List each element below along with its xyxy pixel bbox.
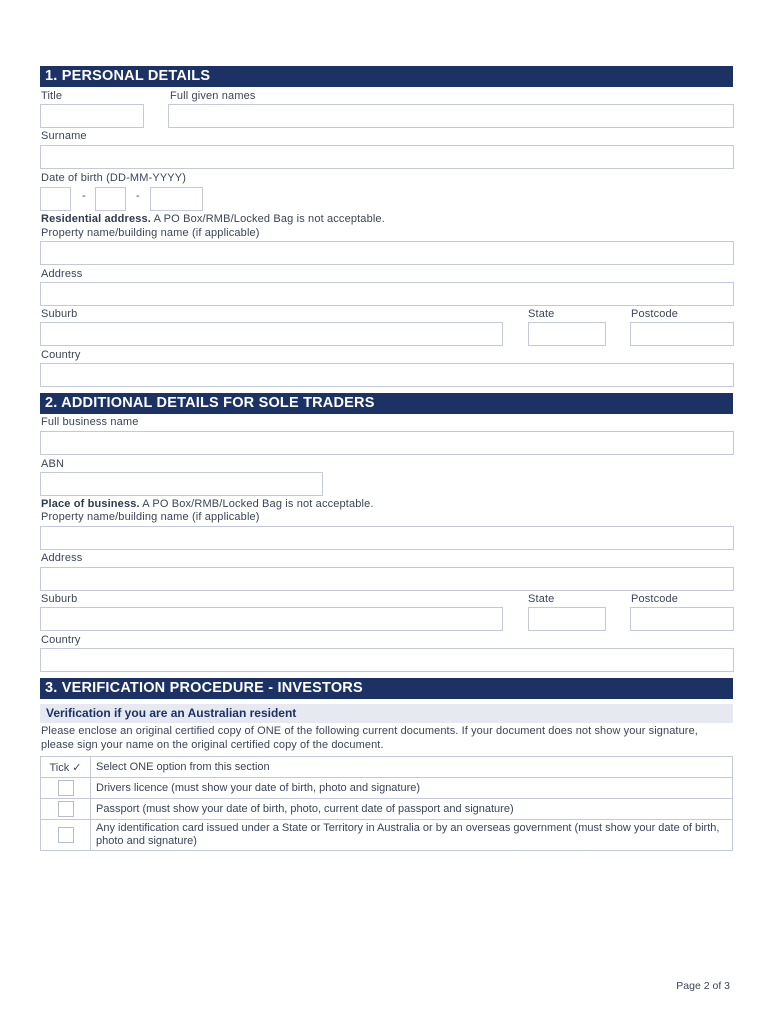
suburb-field[interactable] [40, 322, 503, 346]
business-property-name-label: Property name/building name (if applicable) [41, 511, 260, 523]
business-address-label: Address [41, 552, 83, 564]
postcode-label: Postcode [631, 308, 679, 320]
dob-separator: - [136, 190, 140, 202]
section-header-sole-traders: 2. ADDITIONAL DETAILS FOR SOLE TRADERS [40, 393, 733, 414]
id-card-checkbox[interactable] [58, 827, 74, 843]
id-card-option: Any identification card issued under a State or Territory in Australia or by an overseas government (must show your date of birth, photo and signature) [91, 820, 733, 851]
business-name-field[interactable] [40, 431, 734, 455]
options-header-row [41, 757, 733, 778]
select-one-header: Select ONE option from this section [91, 757, 733, 778]
place-of-business-heading: Place of business. [41, 498, 140, 510]
property-name-field[interactable] [40, 241, 734, 265]
residential-address-heading: Residential address. [41, 213, 151, 225]
dob-separator: - [82, 190, 86, 202]
residential-address-note [41, 213, 385, 225]
surname-field[interactable] [40, 145, 734, 169]
section-header-personal-details: 1. PERSONAL DETAILS [40, 66, 733, 87]
option-row-drivers-licence [41, 778, 733, 799]
business-property-name-field[interactable] [40, 526, 734, 550]
section-header-verification: 3. VERIFICATION PROCEDURE - INVESTORS [40, 678, 733, 699]
place-of-business-note [41, 498, 374, 510]
drivers-licence-option: Drivers licence (must show your date of birth, photo and signature) [91, 778, 733, 799]
title-label: Title [41, 90, 63, 102]
country-label: Country [41, 349, 81, 361]
verification-options-table [40, 756, 733, 851]
given-names-label: Full given names [170, 90, 256, 102]
address-field[interactable] [40, 282, 734, 306]
business-state-label: State [528, 593, 555, 605]
country-field[interactable] [40, 363, 734, 387]
business-country-label: Country [41, 634, 81, 646]
business-name-label: Full business name [41, 416, 139, 428]
dob-day-field[interactable] [40, 187, 71, 211]
dob-month-field[interactable] [95, 187, 126, 211]
option-row-id-card [41, 820, 733, 851]
title-field[interactable] [40, 104, 144, 128]
business-address-field[interactable] [40, 567, 734, 591]
business-country-field[interactable] [40, 648, 734, 672]
page-number: Page 2 of 3 [676, 980, 730, 992]
property-name-label: Property name/building name (if applicable) [41, 227, 260, 239]
state-field[interactable] [528, 322, 606, 346]
business-postcode-label: Postcode [631, 593, 679, 605]
australian-resident-subheader: Verification if you are an Australian resident [40, 704, 733, 723]
surname-label: Surname [41, 130, 87, 142]
abn-label: ABN [41, 458, 65, 470]
po-box-note: A PO Box/RMB/Locked Bag is not acceptable. [151, 213, 385, 225]
dob-label: Date of birth (DD-MM-YYYY) [41, 172, 187, 184]
po-box-note: A PO Box/RMB/Locked Bag is not acceptable. [139, 498, 374, 510]
dob-year-field[interactable] [150, 187, 203, 211]
passport-option: Passport (must show your date of birth, photo, current date of passport and signature) [91, 799, 733, 820]
state-label: State [528, 308, 555, 320]
suburb-label: Suburb [41, 308, 78, 320]
address-label: Address [41, 268, 83, 280]
business-suburb-field[interactable] [40, 607, 503, 631]
business-postcode-field[interactable] [630, 607, 734, 631]
given-names-field[interactable] [168, 104, 734, 128]
business-suburb-label: Suburb [41, 593, 78, 605]
tick-header: Tick ✓ [41, 757, 91, 778]
drivers-licence-checkbox[interactable] [58, 780, 74, 796]
passport-checkbox[interactable] [58, 801, 74, 817]
business-state-field[interactable] [528, 607, 606, 631]
verification-instructions: Please enclose an original certified copy of ONE of the following current documents. If your document does not show your signature, please sign your name on the original certified copy of the document. [41, 725, 698, 751]
postcode-field[interactable] [630, 322, 734, 346]
option-row-passport [41, 799, 733, 820]
abn-field[interactable] [40, 472, 323, 496]
